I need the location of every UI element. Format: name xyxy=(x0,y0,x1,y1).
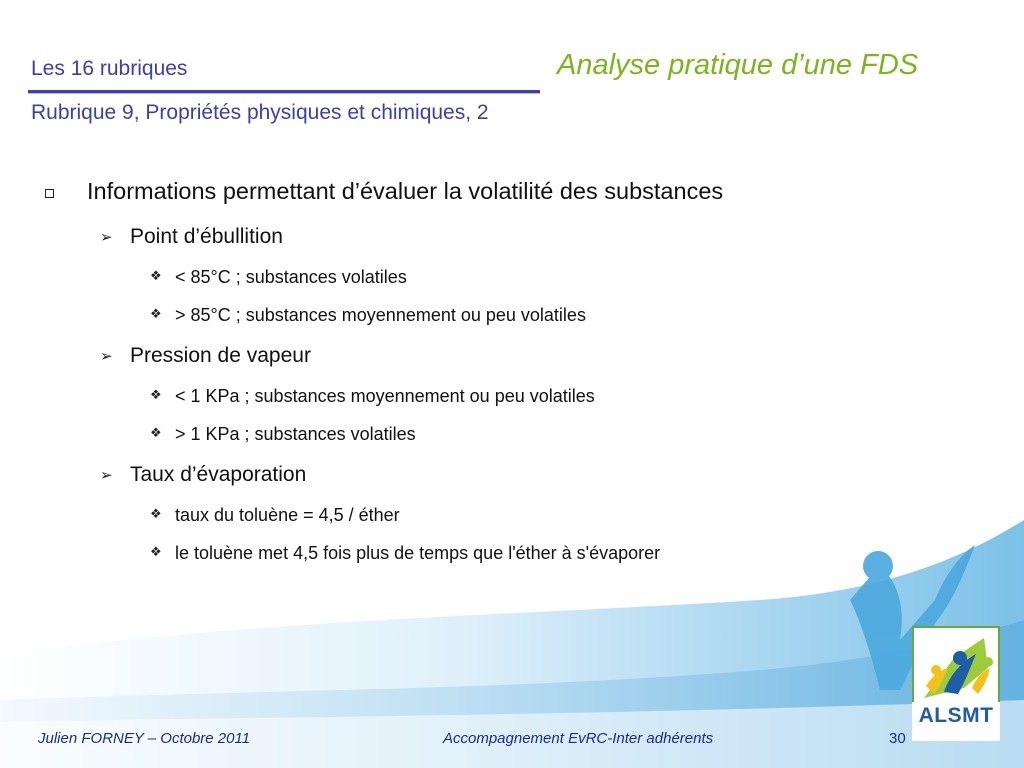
logo-name: ALSMT xyxy=(918,704,994,727)
list-item-text: < 1 KPa ; substances moyennement ou peu volatiles xyxy=(175,386,595,406)
arrow-bullet-icon: ➢ xyxy=(100,467,113,484)
square-bullet-icon xyxy=(45,189,54,198)
section-title: Les 16 rubriques xyxy=(31,57,188,80)
diamond-bullet-icon: ❖ xyxy=(150,306,162,321)
footer-title: Accompagnement EvRC-Inter adhérents xyxy=(443,730,714,747)
title-underline xyxy=(28,90,540,93)
diamond-bullet-icon: ❖ xyxy=(150,506,162,521)
diamond-bullet-icon: ❖ xyxy=(150,268,162,283)
list-item-text: > 1 KPa ; substances volatiles xyxy=(175,424,416,444)
list-item-text: > 85°C ; substances moyennement ou peu volatiles xyxy=(175,305,586,325)
heading-text: Informations permettant d’évaluer la volatilité des substances xyxy=(87,178,724,204)
subtitle: Rubrique 9, Propriétés physiques et chimiques, 2 xyxy=(31,101,489,124)
figure-logo-icon xyxy=(914,628,998,704)
main-title: Analyse pratique d’une FDS xyxy=(557,49,919,81)
arrow-bullet-icon: ➢ xyxy=(100,229,113,246)
group-label: Taux d’évaporation xyxy=(130,463,307,486)
group-label: Point d’ébullition xyxy=(130,225,283,248)
footer-author: Julien FORNEY – Octobre 2011 xyxy=(38,730,251,747)
list-item-text: < 85°C ; substances volatiles xyxy=(175,267,407,287)
group-label: Pression de vapeur xyxy=(130,344,311,367)
page-number: 30 xyxy=(889,730,906,747)
arrow-bullet-icon: ➢ xyxy=(100,348,113,365)
list-item-text: le toluène met 4,5 fois plus de temps que l'éther à s'évaporer xyxy=(175,543,661,563)
diamond-bullet-icon: ❖ xyxy=(150,387,162,402)
logo-frame xyxy=(912,626,1000,706)
diamond-bullet-icon: ❖ xyxy=(150,425,162,440)
list-item-text: taux du toluène = 4,5 / éther xyxy=(175,505,400,525)
alsmt-logo xyxy=(912,626,1000,741)
diamond-bullet-icon: ❖ xyxy=(150,544,162,559)
